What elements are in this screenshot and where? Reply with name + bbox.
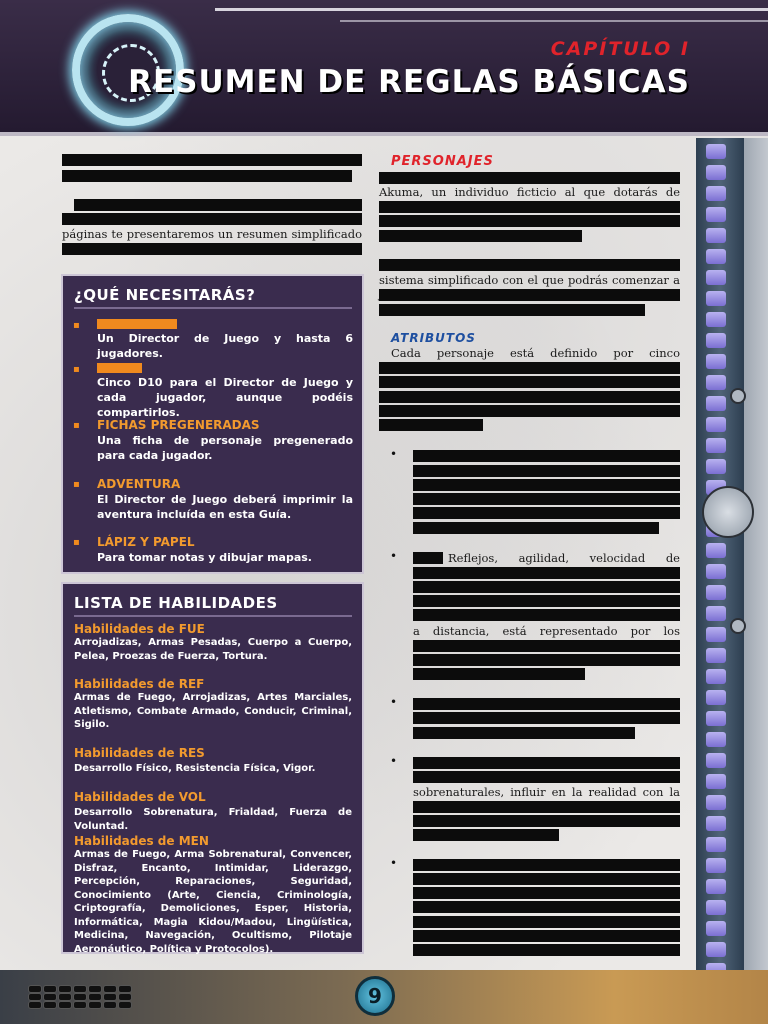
footer-dot-icon: [73, 993, 87, 1001]
skill-group-text: Arrojadizas, Armas Pesadas, Cuerpo a Cuerpo, Pelea, Proezas de Fuerza, Tortura.: [74, 637, 352, 662]
footer-dot-icon: [88, 993, 102, 1001]
film-hole-icon: [706, 459, 726, 474]
box-divider: [74, 615, 352, 617]
film-hole-icon: [706, 186, 726, 201]
skill-group-head: Habilidades de REF: [74, 677, 205, 691]
footer-dot-icon: [103, 1001, 117, 1009]
redacted-line: [413, 609, 680, 621]
film-hole-icon: [706, 711, 726, 726]
film-hole-icon: [706, 942, 726, 957]
redacted-line: [379, 362, 680, 374]
redacted-line: [413, 595, 680, 607]
atributos-vol-text: sobrenaturales, influir en la realidad con la: [413, 785, 680, 799]
film-hole-icon: [706, 228, 726, 243]
redacted-line: [413, 507, 680, 519]
page-title: RESUMEN DE REGLAS BÁSICAS: [128, 64, 690, 100]
redacted-heading: [97, 363, 142, 373]
redacted-heading: [97, 319, 177, 329]
page-number: 9: [355, 976, 395, 1016]
footer-dot-icon: [103, 993, 117, 1001]
redacted-line: [413, 567, 680, 579]
needs-item-text: Para tomar notas y dibujar mapas.: [97, 551, 312, 564]
redacted-line: [62, 243, 362, 255]
film-hole-icon: [706, 207, 726, 222]
skill-group-text: Armas de Fuego, Arrojadizas, Artes Marciales, Atletismo, Combate Armado, Conducir, Criminal, Sigilo.: [74, 692, 352, 730]
redacted-line: [413, 479, 680, 491]
bullet-icon: •: [390, 447, 398, 461]
footer-dot-icon: [103, 985, 117, 993]
footer-dot-icon: [73, 985, 87, 993]
atributos-text: Cada personaje está definido por cinco: [391, 346, 680, 360]
film-hole-icon: [706, 438, 726, 453]
film-hole-icon: [706, 753, 726, 768]
bullet-icon: ▪: [73, 320, 80, 331]
footer-dot-icon: [28, 1001, 42, 1009]
footer-dot-icon: [88, 1001, 102, 1009]
footer-dot-icon: [118, 1001, 132, 1009]
skill-group-head: Habilidades de RES: [74, 746, 205, 760]
film-hole-icon: [706, 396, 726, 411]
redacted-line: [74, 199, 362, 211]
redacted-line: [379, 405, 680, 417]
film-hole-icon: [706, 375, 726, 390]
skill-group-head: Habilidades de VOL: [74, 790, 206, 804]
footer-dot-icon: [28, 985, 42, 993]
skill-group-text: Armas de Fuego, Arma Sobrenatural, Convencer, Disfraz, Encanto, Intimidar, Liderazgo, Percepción, Reparaciones, Seguridad, Conocimiento (Arte, Ciencia, Criminología, Criptografía, Demoliciones, Esper, Historia, Informática, Magia Kidou/Madou, Lingüística, Medicina, Navegación, Ocultismo, Pilotaje Aeronáutico, Política y Protocolos).: [74, 849, 352, 955]
side-metal-panel: [744, 138, 768, 988]
film-hole-icon: [706, 333, 726, 348]
redacted-line: [62, 213, 362, 225]
header-line: [215, 8, 768, 11]
bullet-icon: ▪: [73, 479, 80, 490]
film-hole-icon: [706, 837, 726, 852]
skill-group-text: Desarrollo Físico, Resistencia Física, Vigor.: [74, 763, 316, 774]
redacted-line: [62, 170, 352, 182]
redacted-line: [413, 944, 680, 956]
personajes-text: sistema simplificado con el que podrás comenzar a: [379, 273, 680, 287]
page-header: [0, 0, 768, 136]
atributos-ref-text: Reflejos, agilidad, velocidad de: [448, 551, 680, 565]
redacted-line: [413, 916, 680, 928]
film-hole-icon: [706, 270, 726, 285]
intro-text: páginas te presentaremos un resumen simplificado: [62, 227, 362, 241]
film-hole-icon: [706, 354, 726, 369]
section-title-atributos: ATRIBUTOS: [391, 331, 476, 345]
film-hole-icon: [706, 690, 726, 705]
film-hole-icon: [706, 249, 726, 264]
footer-dot-icon: [118, 993, 132, 1001]
film-hole-icon: [706, 879, 726, 894]
skill-group-head: Habilidades de MEN: [74, 834, 209, 848]
film-hole-icon: [706, 648, 726, 663]
footer-dot-icon: [43, 985, 57, 993]
redacted-line: [413, 859, 680, 871]
redacted-line: [413, 757, 680, 769]
metal-knob-icon: [730, 388, 746, 404]
needs-item-head: ADVENTURA: [97, 477, 181, 491]
redacted-line: [413, 815, 680, 827]
film-hole-icon: [706, 858, 726, 873]
redacted-line: [413, 581, 680, 593]
needs-item-head: FICHAS PREGENERADAS: [97, 418, 260, 432]
metal-knob-icon: [730, 618, 746, 634]
skill-group-head: Habilidades de FUE: [74, 622, 205, 636]
film-hole-icon: [706, 774, 726, 789]
film-hole-icon: [706, 291, 726, 306]
film-hole-icon: [706, 144, 726, 159]
needs-item-text: Una ficha de personaje pregenerado para cada jugador.: [97, 434, 353, 462]
redacted-line: [379, 391, 680, 403]
footer-dot-icon: [43, 1001, 57, 1009]
redacted-line: [413, 727, 635, 739]
footer-dot-icon: [28, 993, 42, 1001]
film-hole-icon: [706, 543, 726, 558]
redacted-line: [379, 376, 680, 388]
redacted-line: [413, 930, 680, 942]
film-hole-icon: [706, 921, 726, 936]
footer-dot-icon: [58, 1001, 72, 1009]
film-hole-icon: [706, 606, 726, 621]
redacted-line: [379, 215, 680, 227]
redacted-line: [379, 304, 645, 316]
bullet-icon: •: [390, 549, 398, 563]
film-strip-decoration: [696, 138, 744, 988]
redacted-line: [379, 289, 680, 301]
skills-box-title: LISTA DE HABILIDADES: [74, 594, 278, 612]
redacted-line: [413, 698, 680, 710]
redacted-line: [413, 522, 659, 534]
needs-item-head: LÁPIZ Y PAPEL: [97, 535, 195, 549]
bullet-icon: ▪: [73, 420, 80, 431]
film-hole-icon: [706, 312, 726, 327]
redacted-line: [379, 172, 680, 184]
redacted-line: [413, 887, 680, 899]
redacted-line: [413, 640, 680, 652]
redacted-word: [413, 552, 443, 564]
bullet-icon: •: [390, 856, 398, 870]
atributos-ref-text2: a distancia, está representado por los: [413, 624, 680, 638]
film-hole-icon: [706, 585, 726, 600]
film-hole-icon: [706, 900, 726, 915]
chapter-label: CAPÍTULO I: [550, 38, 690, 60]
redacted-line: [379, 259, 680, 271]
bullet-icon: ▪: [73, 364, 80, 375]
film-hole-icon: [706, 669, 726, 684]
film-hole-icon: [706, 732, 726, 747]
footer-dot-icon: [73, 1001, 87, 1009]
redacted-line: [379, 230, 582, 242]
redacted-line: [413, 873, 680, 885]
needs-box-title: ¿QUÉ NECESITARÁS?: [74, 286, 256, 304]
redacted-line: [413, 654, 680, 666]
redacted-line: [413, 493, 680, 505]
footer-dot-icon: [43, 993, 57, 1001]
needs-item-text: Cinco D10 para el Director de Juego y cada jugador, aunque podéis compartirlos.: [97, 376, 353, 419]
film-hole-icon: [706, 816, 726, 831]
footer-dot-icon: [88, 985, 102, 993]
metal-knob-icon: [702, 486, 754, 538]
film-hole-icon: [706, 417, 726, 432]
personajes-text: Akuma, un individuo ficticio al que dotarás de: [379, 185, 680, 199]
redacted-line: [379, 419, 483, 431]
section-title-personajes: PERSONAJES: [391, 154, 494, 169]
footer-dot-icon: [118, 985, 132, 993]
redacted-line: [413, 771, 680, 783]
redacted-line: [413, 668, 585, 680]
bullet-icon: ▪: [73, 537, 80, 548]
redacted-line: [62, 154, 362, 166]
redacted-line: [413, 450, 680, 462]
redacted-line: [413, 801, 680, 813]
needs-item-text: El Director de Juego deberá imprimir la aventura incluída en esta Guía.: [97, 493, 353, 521]
box-divider: [74, 307, 352, 309]
redacted-line: [379, 201, 680, 213]
footer-dot-icon: [58, 985, 72, 993]
film-hole-icon: [706, 795, 726, 810]
bullet-icon: •: [390, 754, 398, 768]
redacted-line: [413, 712, 680, 724]
redacted-line: [413, 901, 680, 913]
film-hole-icon: [706, 627, 726, 642]
redacted-line: [413, 829, 559, 841]
needs-item-text: Un Director de Juego y hasta 6 jugadores.: [97, 332, 353, 360]
header-line: [340, 20, 768, 22]
footer-dots-decoration: [28, 985, 138, 1011]
bullet-icon: •: [390, 695, 398, 709]
film-hole-icon: [706, 564, 726, 579]
redacted-line: [413, 465, 680, 477]
film-hole-icon: [706, 165, 726, 180]
skill-group-text: Desarrollo Sobrenatura, Frialdad, Fuerza de Voluntad.: [74, 807, 352, 832]
footer-dot-icon: [58, 993, 72, 1001]
